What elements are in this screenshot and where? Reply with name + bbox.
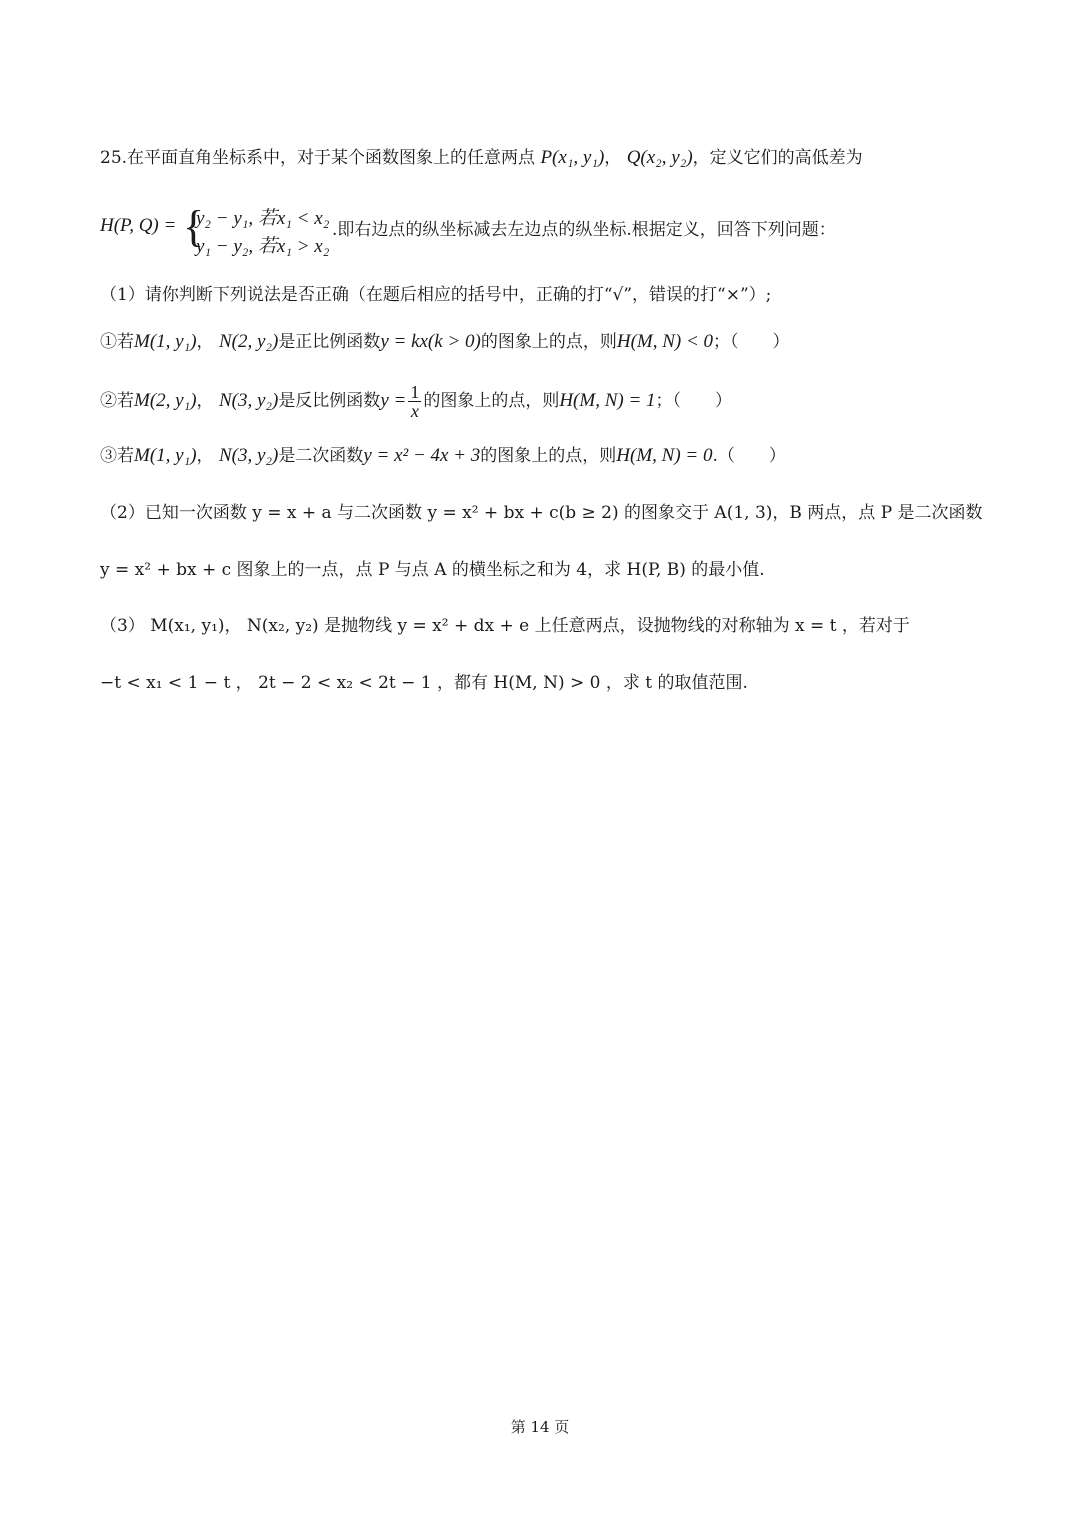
item3-label: ③若 <box>100 446 134 466</box>
point-q: Q(x₂, y₂) <box>626 147 693 168</box>
item1-function: y = kx(k > 0) <box>380 331 481 352</box>
item3-claim: H(M, N) = 0 <box>616 445 713 466</box>
part1-item-2: ②若M(2, y₁)， N(3, y₂)是反比例函数y = $\frac{1}{x}$ 的图象上的点，则H(M, N) = 1；（ ） <box>100 382 733 421</box>
item2-text: 是反比例函数 <box>278 391 381 411</box>
item1-text: 是正比例函数 <box>278 332 381 352</box>
item2-tail: 的图象上的点，则 <box>423 391 560 411</box>
item2-fraction-numerator: 1 <box>410 382 420 402</box>
part2-line-1: （2）已知一次函数 y = x + a 与二次函数 y = x² + bx + c(b ≥ 2) 的图象交于 A(1, 3)，B 两点，点 P 是二次函数 <box>100 503 983 523</box>
item2-point-n: N(3, y₂) <box>218 390 279 411</box>
part1-prompt: （1）请你判断下列说法是否正确（在题后相应的括号中，正确的打“√”，错误的打“×”）; <box>100 285 772 305</box>
item1-point-m: M(1, y₁) <box>134 331 197 352</box>
item1-tail: 的图象上的点，则 <box>480 332 617 352</box>
item1-label: ①若 <box>100 332 134 352</box>
part1-item-3: ③若M(1, y₁)， N(3, y₂)是二次函数y = x² − 4x + 3的图象上的点，则H(M, N) = 0.（ ） <box>100 445 786 466</box>
part3-line-2: −t < x₁ < 1 − t ， 2t − 2 < x₂ < 2t − 1 ，都有 H(M, N) > 0 ，求 t 的取值范围. <box>100 673 748 693</box>
item1-claim: H(M, N) < 0 <box>616 331 714 352</box>
piecewise-definition <box>100 201 900 257</box>
definition-lhs: H(P, Q) = <box>100 215 177 236</box>
item3-point-n: N(3, y₂) <box>218 445 279 466</box>
definition-case-2: y₁ − y₂, 若x₁ > x₂ <box>196 236 330 257</box>
page-number: 第 14 页 <box>510 1418 570 1436</box>
item3-point-m: M(1, y₁) <box>134 445 197 466</box>
item1-point-n: N(2, y₂) <box>218 331 279 352</box>
item3-function: y = x² − 4x + 3 <box>363 445 481 466</box>
item3-answer-bracket: .（ ） <box>712 446 786 466</box>
item2-fraction-denominator: x <box>410 401 419 421</box>
item2-answer-bracket: ；（ ） <box>655 391 733 411</box>
item2-function-lhs: y = <box>380 390 407 411</box>
question-intro-text: 在平面直角坐标系中，对于某个函数图象上的任意两点 <box>127 148 536 168</box>
item2-label: ②若 <box>100 391 134 411</box>
part1-item-1: ①若M(1, y₁)， N(2, y₂)是正比例函数y = kx(k > 0)的图象上的点，则H(M, N) < 0；（ ） <box>100 331 790 352</box>
definition-case-1: y₂ − y₁, 若x₁ < x₂ <box>196 208 330 229</box>
part3-line-1: （3） M(x₁, y₁)， N(x₂, y₂) 是抛物线 y = x² + dx + e 上任意两点，设抛物线的对称轴为 x = t ，若对于 <box>100 616 910 636</box>
question-number: 25. <box>100 148 128 168</box>
definition-explanation: .即右边点的纵坐标减去左边点的纵坐标.根据定义，回答下列问题： <box>332 220 836 240</box>
left-brace: { <box>183 202 205 251</box>
item1-answer-bracket: ；（ ） <box>713 332 790 352</box>
item2-fraction <box>408 383 421 420</box>
item2-claim: H(M, N) = 1 <box>559 390 656 411</box>
part2-line-2: y = x² + bx + c 图象上的一点，点 P 与点 A 的横坐标之和为 4，求 H(P, B) 的最小值. <box>100 560 765 580</box>
question-intro-line: 25.在平面直角坐标系中，对于某个函数图象上的任意两点 P(x₁, y₁)， Q(x₂, y₂)，定义它们的高低差为 <box>100 147 863 168</box>
define-text: ，定义它们的高低差为 <box>692 148 863 168</box>
item3-text: 是二次函数 <box>278 446 364 466</box>
item2-point-m: M(2, y₁) <box>134 390 197 411</box>
point-p: P(x₁, y₁) <box>540 147 605 168</box>
item3-tail: 的图象上的点，则 <box>480 446 617 466</box>
